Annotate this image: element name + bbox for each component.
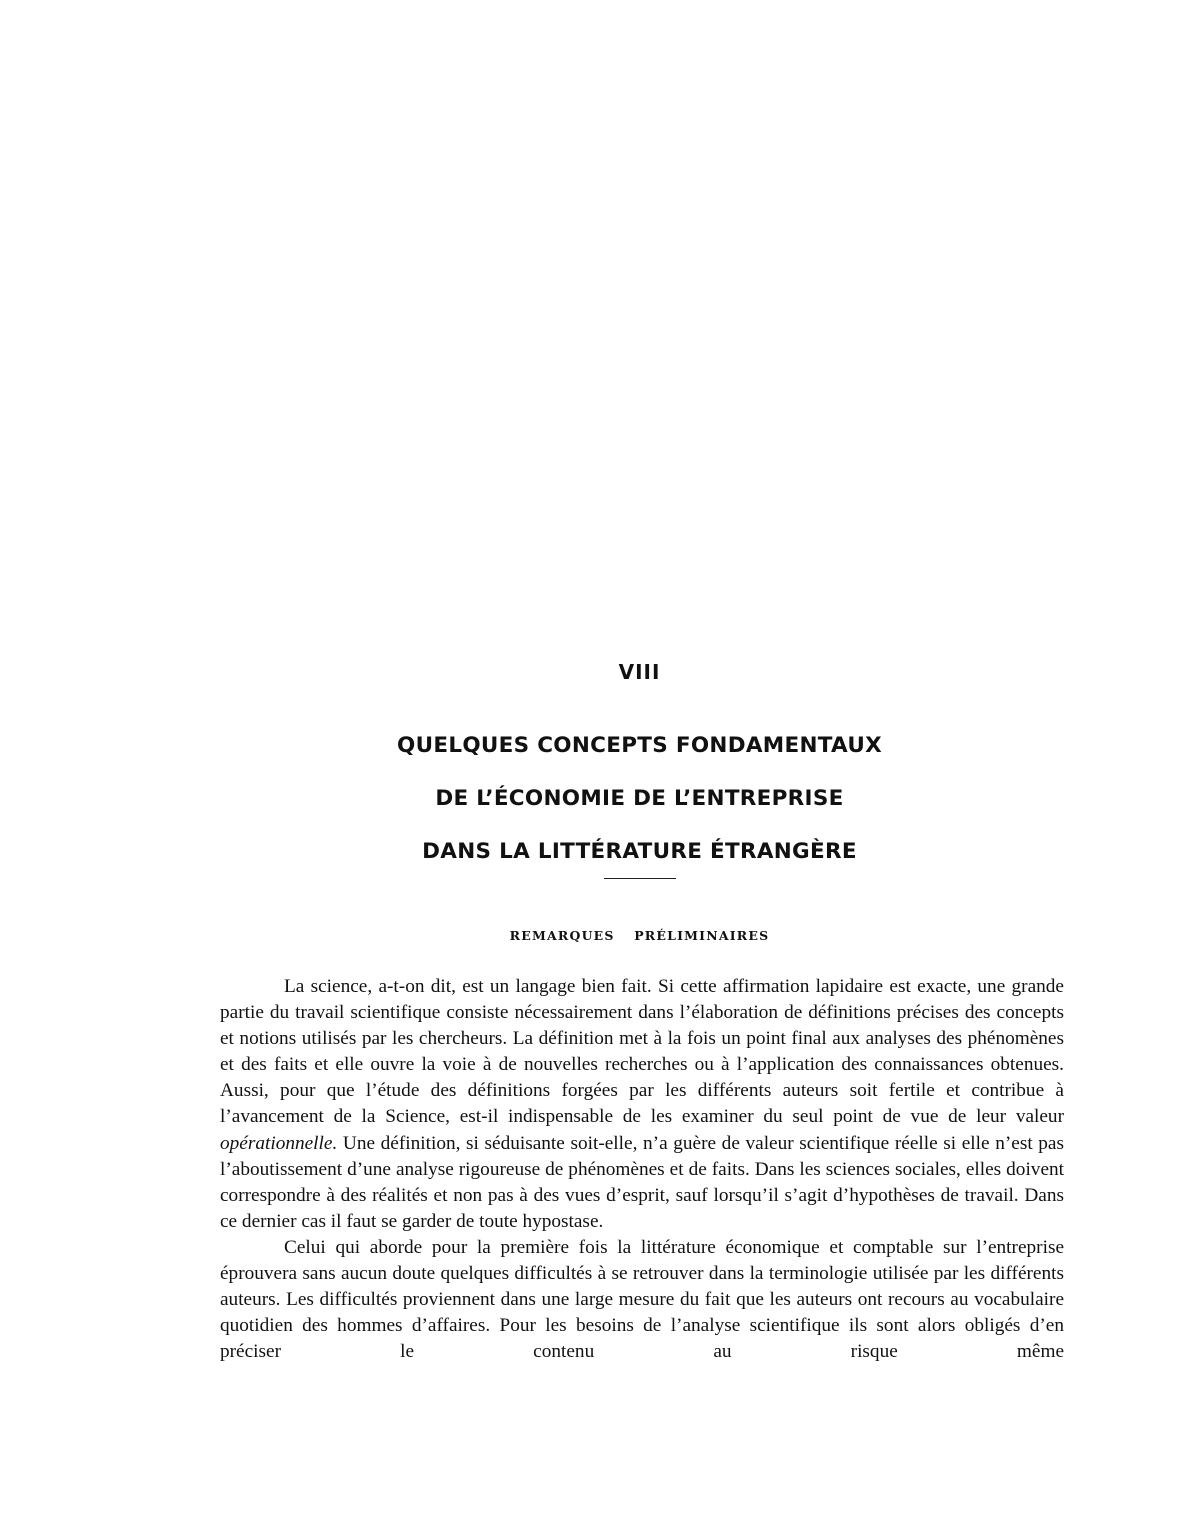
paragraph-text: Une définition, si séduisante soit-elle, n’a guère de valeur scientifique réelle si elle n’est pas l’aboutissement d’une analyse rigoureuse de phénomènes et de faits. Dans les sciences sociales, elles doivent correspondre à des réalités et non pas à des vues d’esprit, sauf lorsqu’il s’agit d’hypothèses de travail. Dans ce dernier cas il faut se garder de toute hypostase.: [220, 1132, 1064, 1232]
paragraph: Celui qui aborde pour la première fois la littérature économique et comptable sur l’entreprise éprouvera sans aucun doute quelques difficultés à se retrouver dans la terminologie utilisée par les différents auteurs. Les difficultés proviennent dans une large mesure du fait que les auteurs ont recours au vocabulaire quotidien des hommes d’affaires. Pour les besoins de l’analyse scientifique ils sont alors obligés d’en préciser le contenu au risque même: [220, 1236, 1064, 1363]
body-text: [220, 974, 1064, 1365]
title-divider: [604, 878, 676, 879]
section-heading: REMARQUES PRÉLIMINAIRES: [509, 928, 770, 943]
emphasis-text: opérationnelle.: [220, 1132, 338, 1154]
paragraph-text: La science, a-t-on dit, est un langage bien fait. Si cette affirmation lapidaire est exacte, une grande partie du travail scientifique consiste nécessairement dans l’élaboration de définitions précises des concepts et notions utilisés par les chercheurs. La définition met à la fois un point final aux analyses des phénomènes et des faits et elle ouvre la voie à de nouvelles recherches ou à l’application des connaissances obtenues. Aussi, pour que l’étude des définitions forgées par les différents auteurs soit fertile et contribue à l’avancement de la Science, est-il indispensable de les examiner du seul point de vue de leur valeur: [220, 976, 1064, 1128]
chapter-title: [0, 728, 1191, 887]
paragraph: [220, 974, 1064, 1235]
chapter-title-line: DANS LA LITTÉRATURE ÉTRANGÈRE: [422, 839, 857, 864]
chapter-number: VIII: [618, 660, 661, 684]
chapter-title-line: DE L’ÉCONOMIE DE L’ENTREPRISE: [435, 786, 844, 811]
chapter-title-line: QUELQUES CONCEPTS FONDAMENTAUX: [397, 733, 882, 758]
